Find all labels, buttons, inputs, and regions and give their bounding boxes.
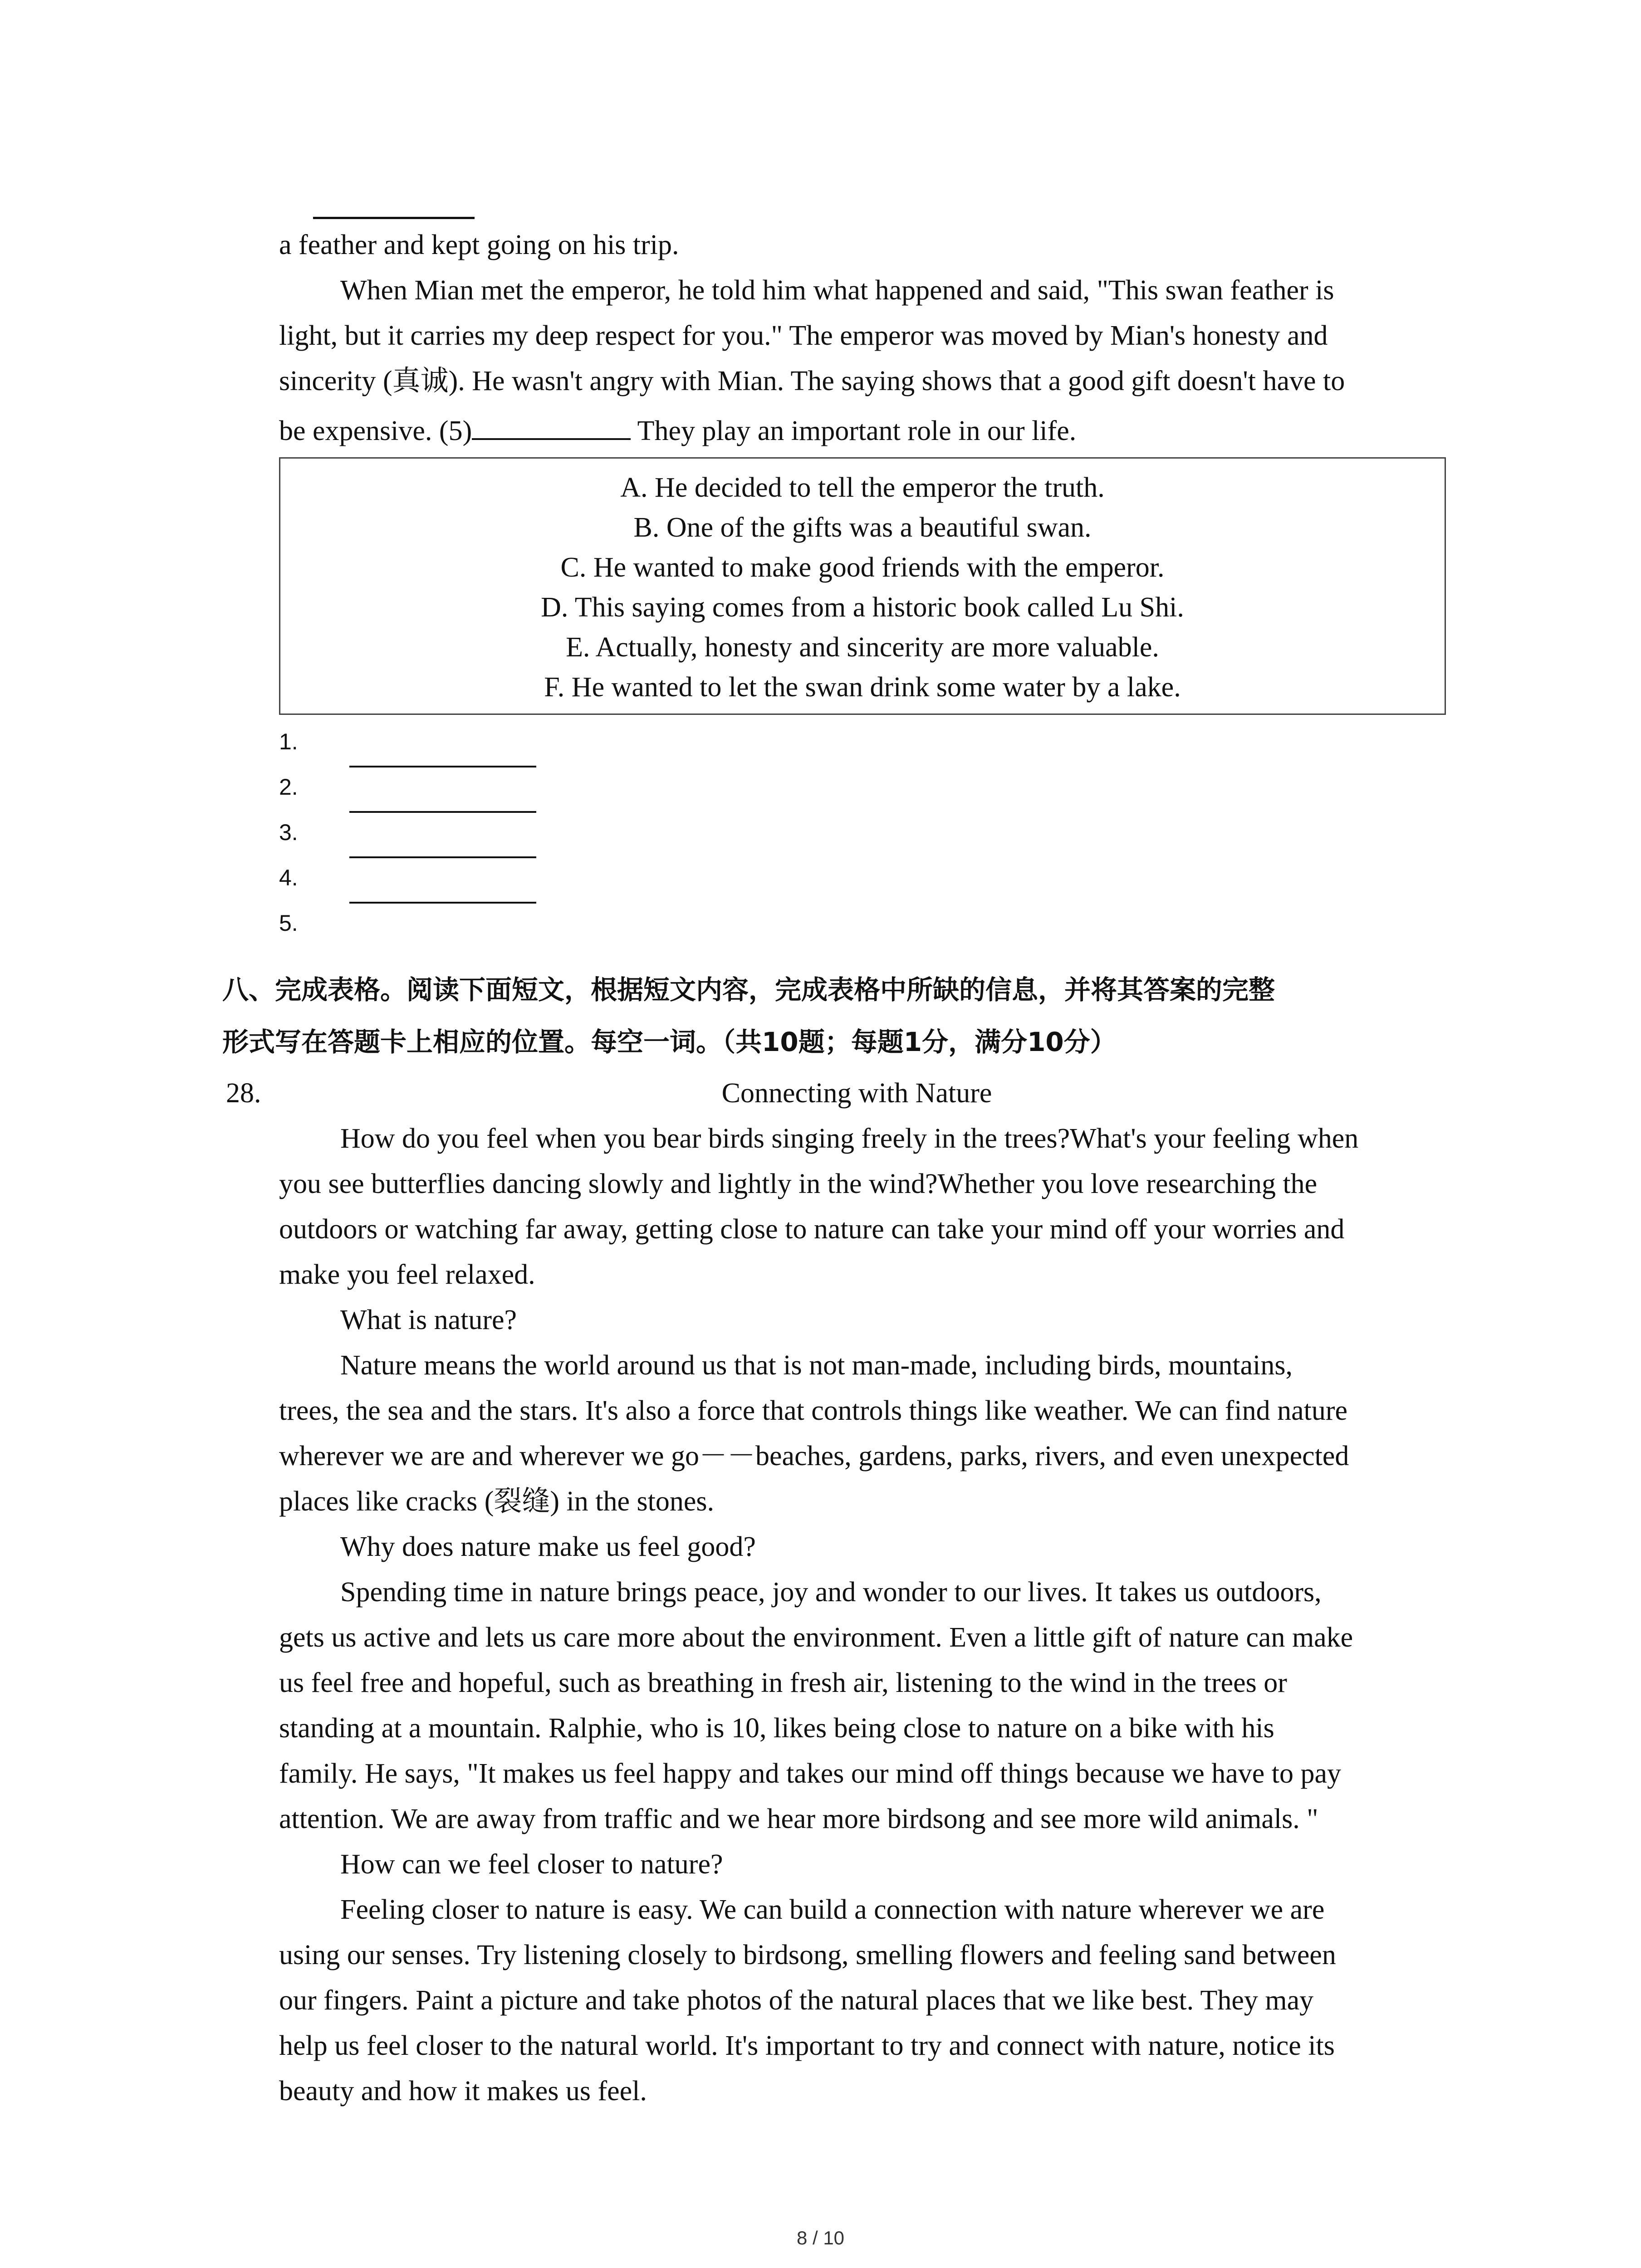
passage-line: light, but it carries my deep respect for you." The emperor was moved by Mian's honesty and xyxy=(279,320,1328,351)
answer-blank-4 xyxy=(313,217,475,219)
passage-line: outdoors or watching far away, getting close to nature can take your mind off your worries and xyxy=(279,1214,1345,1245)
answer-number: 1. xyxy=(279,729,298,754)
passage-line: Why does nature make us feel good? xyxy=(340,1531,756,1562)
passage-line: trees, the sea and the stars. It's also a force that controls things like weather. We can find nature xyxy=(279,1395,1348,1426)
passage-line: When Mian met the emperor, he told him what happened and said, "This swan feather is xyxy=(340,275,1334,306)
passage-line: standing at a mountain. Ralphie, who is 10, likes being close to nature on a bike with his xyxy=(279,1713,1274,1744)
passage-line: gets us active and lets us care more about the environment. Even a little gift of nature can make xyxy=(279,1622,1353,1653)
passage-line: a feather and kept going on his trip. xyxy=(279,230,679,260)
answer-blank-5 xyxy=(472,411,631,440)
passage-line: places like cracks (裂缝) in the stones. xyxy=(279,1486,714,1517)
option-f: F. He wanted to let the swan drink some water by a lake. xyxy=(544,672,1181,703)
passage-title: Connecting with Nature xyxy=(721,1078,992,1109)
passage-line: make you feel relaxed. xyxy=(279,1259,535,1290)
answer-number: 4. xyxy=(279,865,298,890)
passage-line: family. He says, "It makes us feel happy and takes our mind off things because we have to pay xyxy=(279,1758,1342,1789)
answer-number: 5. xyxy=(279,910,298,936)
passage-line: attention. We are away from traffic and we hear more birdsong and see more wild animals. " xyxy=(279,1804,1318,1834)
option-c: C. He wanted to make good friends with the emperor. xyxy=(560,552,1165,583)
passage-line: What is nature? xyxy=(340,1305,517,1335)
passage-line: you see butterflies dancing slowly and lightly in the wind?Whether you love researching the xyxy=(279,1168,1318,1199)
option-b: B. One of the gifts was a beautiful swan. xyxy=(633,512,1092,543)
passage-line-with-blank xyxy=(279,408,1076,454)
answer-line xyxy=(349,811,536,813)
answer-line xyxy=(349,766,536,767)
passage-line: us feel free and hopeful, such as breathing in fresh air, listening to the wind in the trees or xyxy=(279,1667,1287,1698)
passage-line: our fingers. Paint a picture and take photos of the natural places that we like best. They may xyxy=(279,1985,1314,2016)
option-e: E. Actually, honesty and sincerity are more valuable. xyxy=(566,632,1159,663)
passage-line: Feeling closer to nature is easy. We can build a connection with nature wherever we are xyxy=(340,1894,1325,1925)
section-heading-line: 形式写在答题卡上相应的位置。每空一词。（共10题；每题1分，满分10分） xyxy=(222,1026,1117,1057)
passage-text: They play an important role in our life. xyxy=(631,415,1077,446)
question-number: 28. xyxy=(226,1078,261,1109)
passage-line: wherever we are and wherever we go－－beaches, gardens, parks, rivers, and even unexpected xyxy=(279,1441,1349,1471)
answer-number: 2. xyxy=(279,774,298,800)
section-heading-line: 八、完成表格。阅读下面短文，根据短文内容，完成表格中所缺的信息，并将其答案的完整 xyxy=(222,974,1275,1005)
passage-line: beauty and how it makes us feel. xyxy=(279,2076,647,2107)
passage-text: be expensive. (5) xyxy=(279,415,472,446)
passage-line: How can we feel closer to nature? xyxy=(340,1849,723,1880)
option-d: D. This saying comes from a historic book called Lu Shi. xyxy=(541,592,1184,623)
answer-line xyxy=(349,856,536,858)
option-a: A. He decided to tell the emperor the truth. xyxy=(620,472,1105,503)
answer-line xyxy=(349,902,536,904)
passage-line: sincerity (真诚). He wasn't angry with Mian. The saying shows that a good gift doesn't have to xyxy=(279,366,1345,396)
answer-number: 3. xyxy=(279,820,298,845)
passage-line: using our senses. Try listening closely to birdsong, smelling flowers and feeling sand between xyxy=(279,1940,1336,1970)
passage-line: Nature means the world around us that is not man-made, including birds, mountains, xyxy=(340,1350,1293,1381)
passage-line: help us feel closer to the natural world. It's important to try and connect with nature, notice its xyxy=(279,2030,1335,2061)
options-box xyxy=(279,457,1446,715)
passage-line: How do you feel when you bear birds singing freely in the trees?What's your feeling when xyxy=(340,1123,1359,1154)
question-header xyxy=(0,1070,1641,1116)
page-number: 8 / 10 xyxy=(796,2227,845,2248)
passage-line: Spending time in nature brings peace, joy and wonder to our lives. It takes us outdoors, xyxy=(340,1577,1322,1608)
